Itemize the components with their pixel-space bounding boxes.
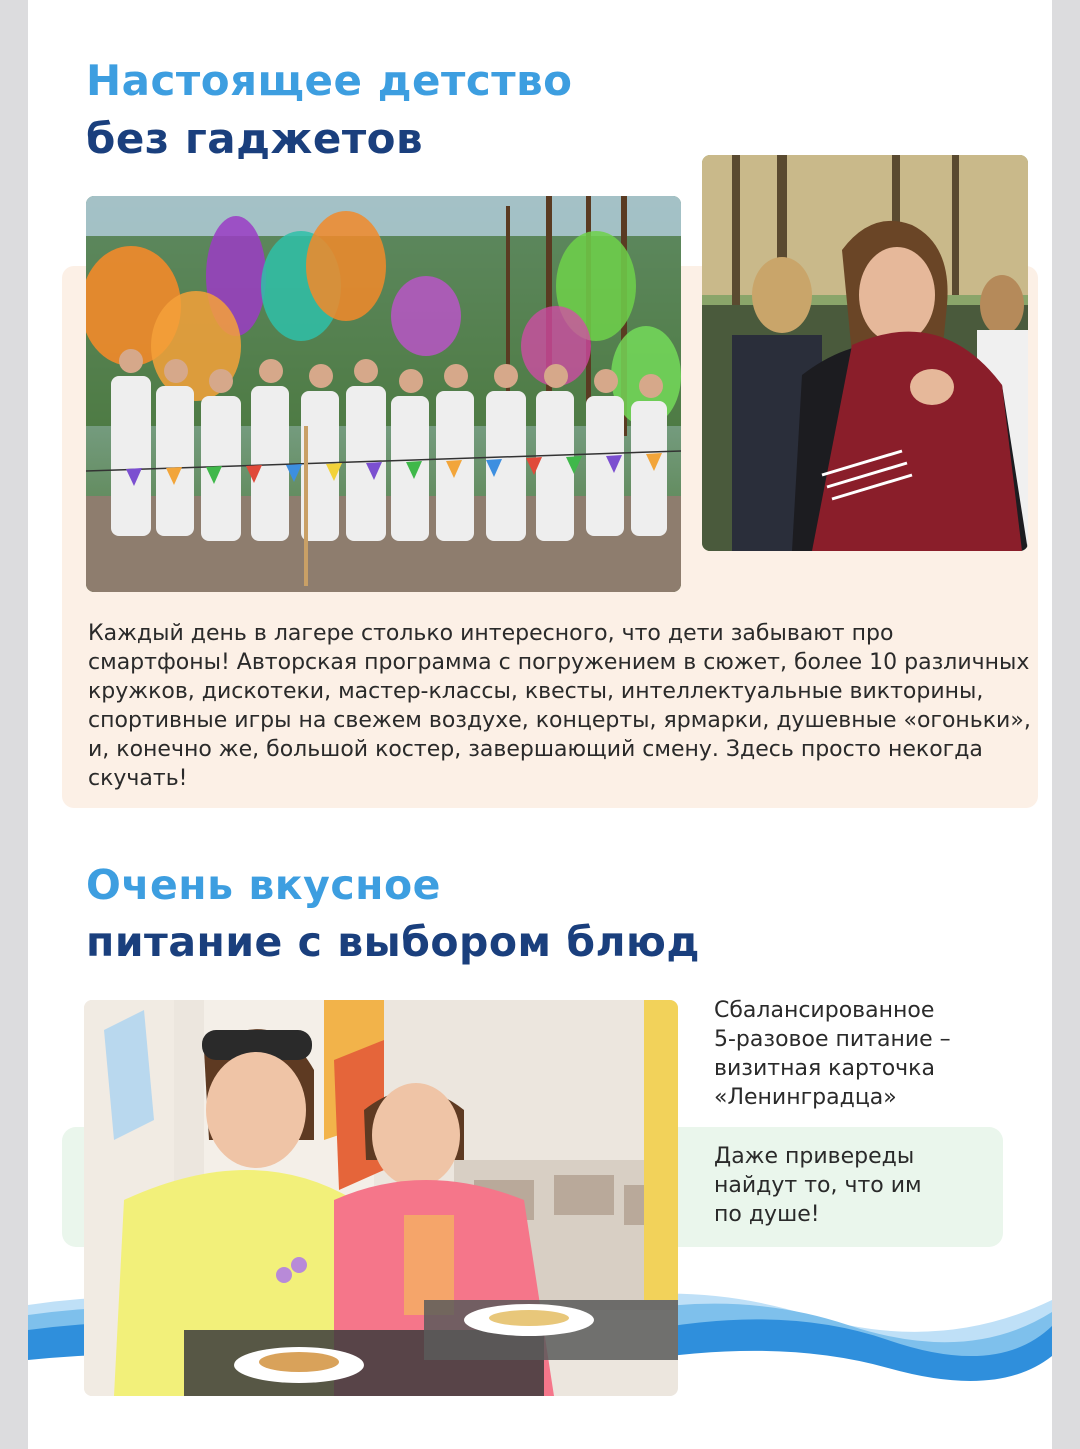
- section1-title-line2: без гаджетов: [86, 114, 424, 163]
- girls-hugging-photo: [702, 155, 1028, 551]
- section1-body-text: Каждый день в лагере столько интересного, что дети забывают про смартфоны! Авторская программа с погружением в сюжет, более 10 различных кружков, дискотеки, мастер-классы, квесты, интеллектуальные викторины, спортивные игры на свежем воздухе, концерты, ярмарки, душевные «огоньки», и, конечно же, большой костер, завершающий смену. Здесь просто некогда скучать!: [88, 621, 1031, 791]
- canteen-girls-photo: [84, 1000, 678, 1396]
- section1-title-line1: Настоящее детство: [86, 56, 573, 105]
- section2-title-line1: Очень вкусное: [86, 861, 441, 909]
- section2-title-line2: питание с выбором блюд: [86, 918, 700, 966]
- brochure-page: [28, 0, 1052, 1449]
- section2-side-text-2: Даже привереды найдут то, что им по душе!: [714, 1144, 922, 1227]
- color-festival-photo: [86, 196, 681, 592]
- section2-side-text-1: Сбалансированное 5-разовое питание – визитная карточка «Ленинградца»: [714, 998, 951, 1110]
